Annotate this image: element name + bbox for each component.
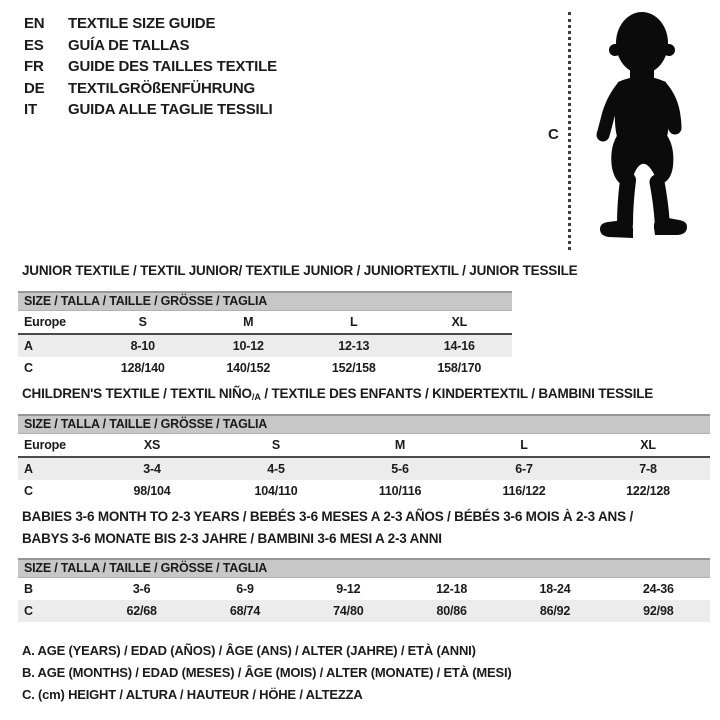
title-line-1: BABIES 3-6 MONTH TO 2-3 YEARS / BEBÉS 3-6 MESES A 2-3 AÑOS / BÉBÉS 3-6 MOIS À 2-3 ANS / bbox=[22, 509, 633, 524]
table-caption-row bbox=[18, 559, 710, 578]
lang-code: IT bbox=[24, 101, 37, 118]
cell: 6-9 bbox=[236, 582, 254, 596]
table-caption: SIZE / TALLA / TAILLE / GRÖSSE / TAGLIA bbox=[18, 292, 512, 311]
cell: 7-8 bbox=[586, 457, 710, 480]
cell: 104/110 bbox=[254, 484, 298, 498]
cell: 12-13 bbox=[301, 334, 407, 357]
table-row-height bbox=[18, 357, 512, 379]
cell: 74/80 bbox=[297, 600, 400, 622]
row-label: C bbox=[18, 600, 90, 622]
title-text: / TEXTILE DES ENFANTS / KINDERTEXTIL / BAMBINI TESSILE bbox=[260, 386, 654, 401]
cell: 140/152 bbox=[226, 361, 271, 375]
table-row-height bbox=[18, 600, 710, 622]
title-subscript: /A bbox=[251, 392, 261, 402]
cell: 68/74 bbox=[193, 600, 296, 622]
size-col: S bbox=[214, 434, 338, 458]
cell: 12-18 bbox=[436, 582, 468, 596]
lang-code: DE bbox=[24, 79, 45, 97]
title-line-2: BABYS 3-6 MONATE BIS 2-3 JAHRE / BAMBINI 3-6 MESI A 2-3 ANNI bbox=[22, 530, 442, 546]
cell: 3-4 bbox=[90, 457, 214, 480]
height-measure-dotted-line bbox=[568, 12, 571, 250]
cell: 10-12 bbox=[196, 334, 302, 357]
size-col: S bbox=[90, 311, 196, 335]
cell: 14-16 bbox=[407, 334, 513, 357]
children-size-table bbox=[18, 414, 710, 502]
section-title-junior: JUNIOR TEXTILE / TEXTIL JUNIOR/ TEXTILE JUNIOR / JUNIORTEXTIL / JUNIOR TESSILE bbox=[22, 263, 578, 278]
row-label: A bbox=[18, 334, 90, 357]
toddler-silhouette-icon bbox=[578, 8, 708, 254]
lang-row-en bbox=[24, 13, 277, 35]
region-label: Europe bbox=[18, 311, 90, 335]
lang-code: FR bbox=[24, 58, 44, 75]
table-caption-row bbox=[18, 292, 512, 311]
table-row-age bbox=[18, 457, 710, 480]
lang-row-fr bbox=[24, 56, 277, 78]
size-header-row bbox=[18, 311, 512, 335]
region-label: Europe bbox=[18, 434, 90, 458]
size-col: XL bbox=[586, 434, 710, 458]
cell: 5-6 bbox=[338, 457, 462, 480]
cell: 24-36 bbox=[642, 582, 674, 596]
cell: 116/122 bbox=[502, 484, 546, 498]
size-col: L bbox=[462, 434, 586, 458]
cell: 6-7 bbox=[462, 457, 586, 480]
row-label: A bbox=[18, 457, 90, 480]
size-col: XS bbox=[90, 434, 214, 458]
cell: 9-12 bbox=[336, 582, 361, 596]
section-title-children bbox=[22, 386, 653, 402]
cell: 8-10 bbox=[90, 334, 196, 357]
table-caption-row bbox=[18, 415, 710, 434]
table-row-age bbox=[18, 334, 512, 357]
cell: 3-6 bbox=[132, 582, 151, 596]
cell: 4-5 bbox=[214, 457, 338, 480]
height-measure-label: C bbox=[548, 126, 559, 143]
lang-row-es bbox=[24, 35, 277, 57]
lang-title: GUIDA ALLE TAGLIE TESSILI bbox=[68, 101, 273, 118]
cell: 18-24 bbox=[539, 582, 571, 596]
lang-title: GUIDE DES TAILLES TEXTILE bbox=[68, 58, 277, 75]
footnote-a: A. AGE (YEARS) / EDAD (AÑOS) / ÂGE (ANS) / ALTER (JAHRE) / ETÀ (ANNI) bbox=[22, 643, 476, 658]
row-label: B bbox=[24, 582, 33, 596]
size-col: XL bbox=[407, 311, 513, 335]
lang-row-it bbox=[24, 99, 277, 121]
size-col: L bbox=[301, 311, 407, 335]
cell: 128/140 bbox=[120, 361, 165, 375]
cell: 158/170 bbox=[437, 361, 482, 375]
cell: 62/68 bbox=[90, 600, 193, 622]
lang-title: GUÍA DE TALLAS bbox=[68, 36, 190, 54]
footnotes bbox=[22, 640, 512, 706]
lang-title: TEXTILE SIZE GUIDE bbox=[68, 15, 216, 32]
table-row-months bbox=[18, 578, 710, 601]
junior-size-table bbox=[18, 291, 512, 379]
cell: 86/92 bbox=[503, 600, 606, 622]
babies-size-table bbox=[18, 558, 710, 622]
row-label: C bbox=[24, 361, 33, 375]
table-caption: SIZE / TALLA / TAILLE / GRÖSSE / TAGLIA bbox=[18, 559, 710, 578]
lang-code: EN bbox=[24, 15, 45, 32]
size-col: M bbox=[196, 311, 302, 335]
language-list bbox=[24, 13, 277, 121]
section-title-babies bbox=[22, 506, 633, 549]
footnote-c: C. (cm) HEIGHT / ALTURA / HAUTEUR / HÖHE / ALTEZZA bbox=[22, 687, 363, 702]
cell: 122/128 bbox=[626, 484, 670, 498]
cell: 80/86 bbox=[400, 600, 503, 622]
lang-row-de bbox=[24, 78, 277, 100]
cell: 98/104 bbox=[133, 484, 171, 498]
cell: 110/116 bbox=[378, 484, 422, 498]
lang-title: TEXTILGRÖßENFÜHRUNG bbox=[68, 79, 256, 97]
size-header-row bbox=[18, 434, 710, 458]
table-caption: SIZE / TALLA / TAILLE / GRÖSSE / TAGLIA bbox=[18, 415, 710, 434]
table-row-height bbox=[18, 480, 710, 502]
row-label: C bbox=[24, 484, 33, 498]
lang-code: ES bbox=[24, 36, 44, 54]
size-col: M bbox=[338, 434, 462, 458]
title-text: CHILDREN'S TEXTILE / TEXTIL NIÑO bbox=[22, 386, 252, 401]
footnote-b: B. AGE (MONTHS) / EDAD (MESES) / ÂGE (MOIS) / ALTER (MONATE) / ETÀ (MESI) bbox=[22, 665, 512, 680]
cell: 152/158 bbox=[331, 361, 376, 375]
cell: 92/98 bbox=[607, 600, 710, 622]
